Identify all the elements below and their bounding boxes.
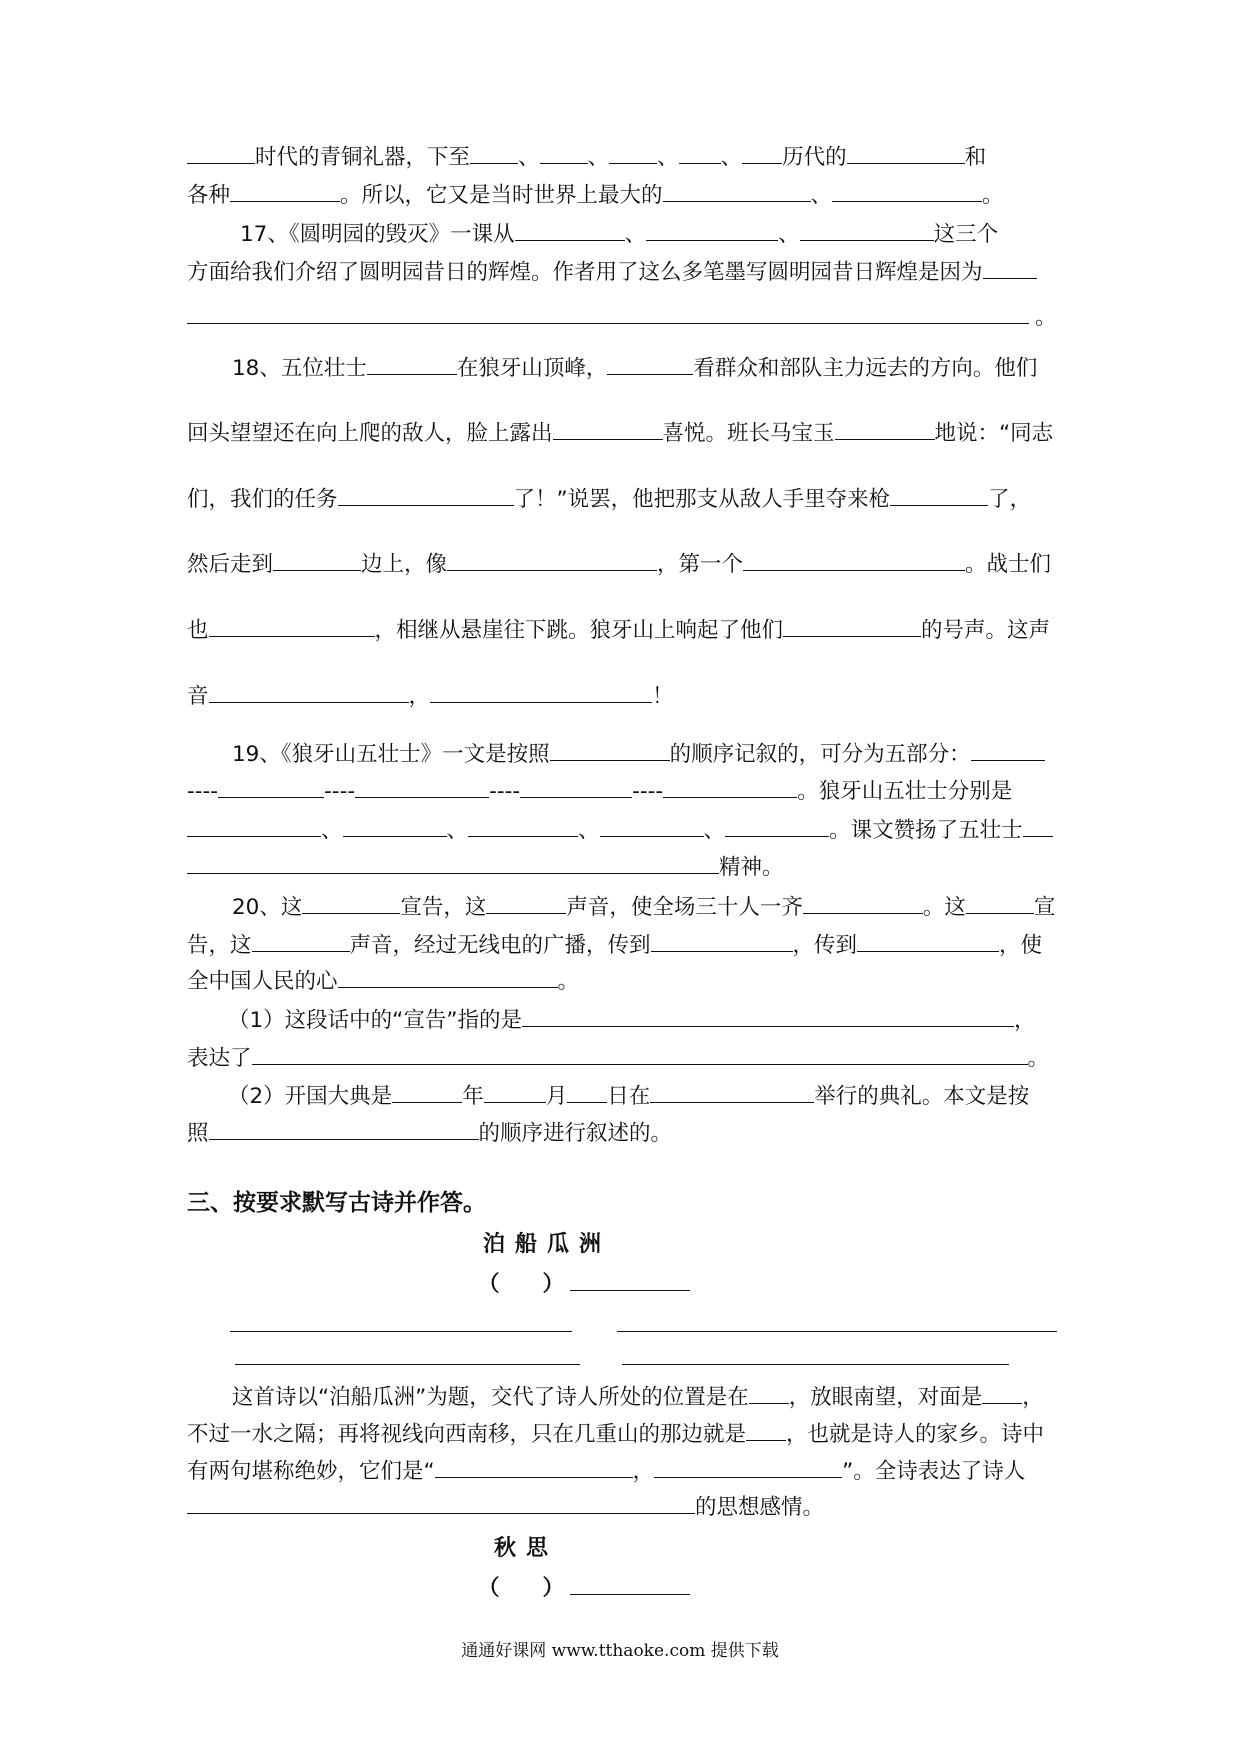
blank[interactable]	[187, 142, 255, 164]
author-blank[interactable]	[570, 1269, 690, 1291]
blank[interactable]	[522, 1005, 1014, 1027]
blank[interactable]	[609, 142, 657, 164]
q16-line1: 时代的青铜礼器，下至 、 、 、 、 历代的 和	[187, 142, 1057, 172]
blank[interactable]	[679, 142, 721, 164]
blank[interactable]	[651, 930, 793, 952]
q19-line1: 19、《狼牙山五壮士》一文是按照 的顺序记叙的，可分为五部分：	[232, 739, 1102, 769]
blank[interactable]	[607, 353, 693, 375]
blank[interactable]	[209, 1118, 479, 1140]
blank[interactable]	[654, 1456, 842, 1478]
q18-line5: 也 ，相继从悬崖往下跳。狼牙山上响起了他们 的号声。这声	[187, 615, 1057, 645]
blank[interactable]	[982, 1382, 1022, 1404]
poem-line-blank[interactable]	[235, 1364, 580, 1365]
blank[interactable]	[567, 1081, 607, 1103]
blank[interactable]	[650, 1081, 814, 1103]
blank[interactable]	[486, 892, 566, 914]
blank[interactable]	[187, 815, 321, 837]
q19-line3: 、 、 、 、 。课文赞扬了五壮士	[187, 815, 1057, 845]
blank[interactable]	[857, 930, 999, 952]
poem1-author-line: （ ）	[478, 1269, 778, 1299]
blank[interactable]	[187, 1492, 695, 1514]
q20-sub2b: 照 的顺序进行叙述的。	[187, 1118, 1057, 1148]
blank[interactable]	[749, 1382, 789, 1404]
blank[interactable]	[230, 180, 340, 202]
blank[interactable]	[663, 180, 811, 202]
blank[interactable]	[430, 681, 652, 703]
blank[interactable]	[338, 966, 558, 988]
poem-line-blank[interactable]	[617, 1331, 1057, 1332]
q16-line2: 各种 。所以，它又是当时世界上最大的 、 。	[187, 180, 1057, 210]
blank[interactable]	[515, 219, 625, 241]
author-blank[interactable]	[570, 1573, 690, 1595]
blank[interactable]	[540, 142, 588, 164]
blank[interactable]	[273, 549, 361, 571]
blank[interactable]	[367, 353, 457, 375]
blank[interactable]	[435, 1456, 633, 1478]
poem-line-blank[interactable]	[622, 1364, 1009, 1365]
q18-line1: 18、五位壮士 在狼牙山顶峰， 看群众和部队主力远去的方向。他们	[232, 353, 1102, 383]
q17-line2: 方面给我们介绍了圆明园昔日的辉煌。作者用了这么多笔墨写圆明园昔日辉煌是因为	[187, 257, 1057, 287]
blank[interactable]	[742, 142, 782, 164]
blank[interactable]	[484, 1081, 546, 1103]
q20-sub2: （2）开国大典是 年 月 日在 举行的典礼。本文是按	[228, 1081, 1098, 1111]
blank[interactable]	[725, 815, 829, 837]
blank[interactable]	[890, 484, 988, 506]
blank[interactable]	[832, 180, 982, 202]
blank[interactable]	[187, 302, 1029, 324]
blank[interactable]	[600, 815, 704, 837]
q20-line2: 告，这 声音，经过无线电的广播，传到 ，传到 ，使	[187, 930, 1057, 960]
blank[interactable]	[743, 549, 965, 571]
q18-line3: 们，我们的任务 了！”说罢，他把那支从敌人手里夺来枪 了，	[187, 484, 1057, 514]
poem-line-blank[interactable]	[230, 1331, 572, 1332]
blank[interactable]	[746, 1419, 786, 1441]
poem1-question-line1: 这首诗以“泊船瓜洲”为题，交代了诗人所处的位置是在 ，放眼南望，对面是 ，	[232, 1382, 1102, 1412]
section3-heading: 三、按要求默写古诗并作答。	[187, 1190, 486, 1216]
q20-line1: 20、这 宣告，这 声音，使全场三十人一齐 。这 宣	[232, 892, 1102, 922]
poem1-question-line3: 有两句堪称绝妙，它们是“ ， ”。全诗表达了诗人	[187, 1456, 1057, 1486]
blank[interactable]	[218, 776, 324, 798]
blank[interactable]	[550, 739, 670, 761]
q18-line2: 回头望望还在向上爬的敌人，脸上露出 喜悦。班长马宝玉 地说：“同志	[187, 418, 1057, 448]
poem1-title: 泊船瓜洲	[483, 1232, 612, 1257]
blank[interactable]	[966, 892, 1034, 914]
blank[interactable]	[470, 142, 518, 164]
q18-line6: 音 ， ！	[187, 681, 1057, 711]
blank[interactable]	[355, 776, 489, 798]
blank[interactable]	[343, 815, 447, 837]
blank[interactable]	[783, 615, 921, 637]
blank[interactable]	[209, 615, 375, 637]
poem1-question-line4: 的思想感情。	[187, 1492, 1057, 1522]
blank[interactable]	[338, 484, 514, 506]
q17-line1: 17、《圆明园的毁灭》一课从 、 、 这三个	[240, 219, 1110, 249]
blank[interactable]	[1023, 815, 1053, 837]
q20-sub1b: 表达了 。	[187, 1043, 1057, 1073]
blank[interactable]	[800, 219, 934, 241]
q19-line2: ---- ---- ---- ---- 。狼牙山五壮士分别是	[187, 776, 1057, 806]
poem1-question-line2: 不过一水之隔；再将视线向西南移，只在几重山的那边就是 ，也就是诗人的家乡。诗中	[187, 1419, 1057, 1449]
blank[interactable]	[835, 418, 935, 440]
blank[interactable]	[520, 776, 632, 798]
blank[interactable]	[187, 852, 719, 874]
q17-line3: 。	[187, 302, 1057, 332]
footer-source: 通通好课网 www.tthaoke.com 提供下载	[461, 1641, 779, 1661]
blank[interactable]	[847, 142, 965, 164]
blank[interactable]	[392, 1081, 462, 1103]
blank[interactable]	[209, 681, 409, 703]
blank[interactable]	[553, 418, 663, 440]
blank[interactable]	[971, 739, 1045, 761]
blank[interactable]	[302, 892, 400, 914]
q20-line3: 全中国人民的心 。	[187, 966, 1057, 996]
blank[interactable]	[468, 815, 578, 837]
poem2-title: 秋思	[494, 1536, 559, 1561]
q20-sub1: （1）这段话中的“宣告”指的是 ，	[228, 1005, 1098, 1035]
blank[interactable]	[252, 1043, 1028, 1065]
q19-line4: 精神。	[187, 852, 1057, 882]
blank[interactable]	[663, 776, 797, 798]
blank[interactable]	[983, 257, 1037, 279]
blank[interactable]	[447, 549, 657, 571]
blank[interactable]	[252, 930, 350, 952]
blank[interactable]	[803, 892, 923, 914]
q18-line4: 然后走到 边上，像 ，第一个 。战士们	[187, 549, 1057, 579]
blank[interactable]	[646, 219, 778, 241]
poem2-author-line: （ ）	[478, 1573, 778, 1603]
